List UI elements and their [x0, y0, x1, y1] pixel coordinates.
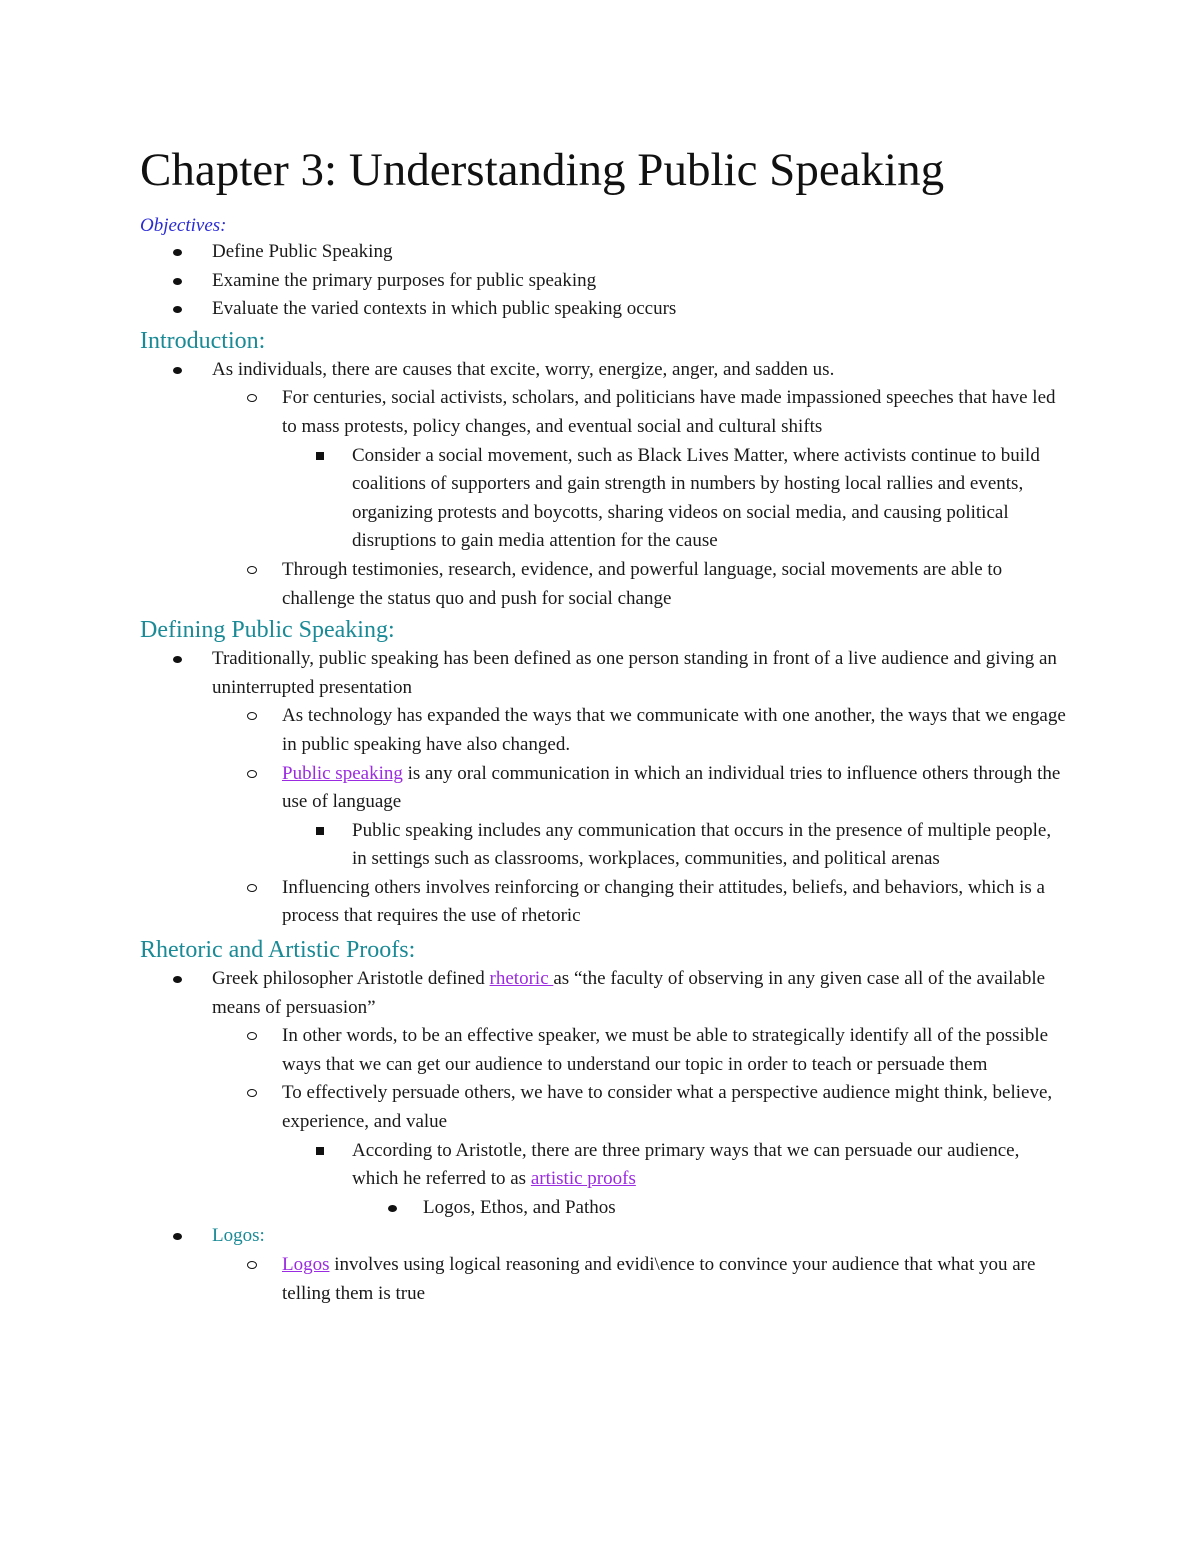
list-item: Define Public Speaking — [140, 238, 1070, 267]
bullet-dot-icon — [173, 306, 182, 313]
list-item: Greek philosopher Aristotle defined rhetoric as “the faculty of observing in any given case all of the available means of persuasion” — [140, 965, 1070, 1022]
list-item: Public speaking includes any communication that occurs in the presence of multiple people, in settings such as classrooms, workplaces, communities, and political arenas — [140, 817, 1070, 874]
list-item: As individuals, there are causes that excite, worry, energize, anger, and sadden us. — [140, 356, 1070, 385]
objectives-label: Objectives: — [140, 215, 227, 236]
bullet-circle-icon — [247, 712, 257, 720]
bullet-square-icon — [316, 1147, 324, 1155]
bullet-dot-icon — [173, 1233, 182, 1240]
bullet-circle-icon — [247, 884, 257, 892]
list-item: Evaluate the varied contexts in which public speaking occurs — [140, 295, 1070, 324]
document-page — [140, 140, 1070, 1308]
defining-list — [140, 645, 1070, 931]
bullet-dot-icon — [173, 976, 182, 983]
bullet-circle-icon — [247, 1032, 257, 1040]
page-title: Chapter 3: Understanding Public Speaking — [140, 144, 945, 196]
section-heading-rhetoric-and-artistic-proofs: Rhetoric and Artistic Proofs: — [140, 937, 416, 964]
list-item: Logos involves using logical reasoning and evidi\ence to convince your audience that what you are telling them is true — [140, 1251, 1070, 1308]
list-item: According to Aristotle, there are three primary ways that we can persuade our audience, which he referred to as artistic proofs — [140, 1137, 1070, 1194]
section-heading-defining-public-speaking: Defining Public Speaking: — [140, 617, 395, 644]
objectives-list — [140, 238, 1070, 324]
public-speaking-link[interactable]: Public speaking — [282, 762, 403, 784]
rhetoric-link[interactable]: rhetoric — [489, 968, 554, 990]
bullet-circle-icon — [247, 394, 257, 402]
list-item: As technology has expanded the ways that we communicate with one another, the ways that we engage in public speaking have also changed. — [140, 702, 1070, 759]
bullet-circle-icon — [247, 566, 257, 574]
list-item: In other words, to be an effective speaker, we must be able to strategically identify all of the possible ways that we can get our audience to understand our topic in order to teach or persuade them — [140, 1022, 1070, 1079]
bullet-dot-icon — [173, 249, 182, 256]
rhetoric-list — [140, 965, 1070, 1308]
list-item: For centuries, social activists, scholars, and politicians have made impassioned speeches that have led to mass protests, policy changes, and eventual social and cultural shifts — [140, 384, 1070, 441]
list-item: To effectively persuade others, we have to consider what a perspective audience might think, believe, experience, and value — [140, 1079, 1070, 1136]
list-item — [140, 1222, 1070, 1251]
list-item: Influencing others involves reinforcing or changing their attitudes, beliefs, and behaviors, which is a process that requires the use of rhetoric — [140, 874, 1070, 931]
list-item: Logos, Ethos, and Pathos — [140, 1194, 1070, 1223]
list-item: Examine the primary purposes for public speaking — [140, 267, 1070, 296]
bullet-dot-icon — [173, 656, 182, 663]
bullet-circle-icon — [247, 770, 257, 778]
list-item: Traditionally, public speaking has been defined as one person standing in front of a live audience and giving an uninterrupted presentation — [140, 645, 1070, 702]
bullet-dot-icon — [173, 278, 182, 285]
logos-link[interactable]: Logos — [282, 1254, 330, 1275]
bullet-dot-icon — [173, 367, 182, 374]
bullet-circle-icon — [247, 1261, 257, 1269]
section-heading-introduction: Introduction: — [140, 327, 266, 354]
list-item: Consider a social movement, such as Black Lives Matter, where activists continue to build coalitions of supporters and gain strength in numbers by hosting local rallies and events, organizing protests and boycotts, sharing videos on social media, and causing political disruptions to gain media attention for the cause — [140, 442, 1070, 556]
bullet-circle-icon — [247, 1089, 257, 1097]
bullet-dot-icon — [388, 1205, 397, 1212]
logos-label: Logos: — [212, 1225, 265, 1247]
list-item: Through testimonies, research, evidence, and powerful language, social movements are able to challenge the status quo and push for social change — [140, 556, 1070, 613]
bullet-square-icon — [316, 452, 324, 460]
introduction-list — [140, 356, 1070, 613]
artistic-proofs-link[interactable]: artistic proofs — [530, 1168, 636, 1190]
list-item: Public speaking is any oral communication in which an individual tries to influence others through the use of language — [140, 760, 1070, 817]
bullet-square-icon — [316, 827, 324, 835]
